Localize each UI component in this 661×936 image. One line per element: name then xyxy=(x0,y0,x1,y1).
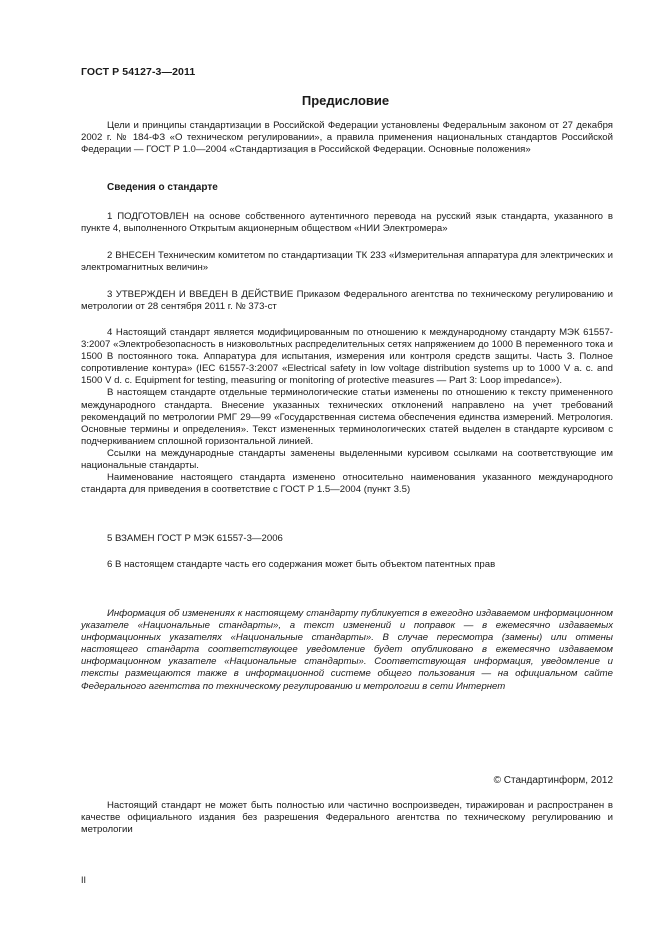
copyright: © Стандартинформ, 2012 xyxy=(493,775,613,786)
intro-section xyxy=(81,120,613,156)
item-4-para-2: В настоящем стандарте отдельные терминологические статьи изменены по отношению к тексту примененного международного стандарта. Внесение указанных технических отклонений направлено на учет требований рекомендаций по метрологии РМГ 29—99 «Государственная система обеспечения единства измерений. Метрология. Основные термины и определения». Текст измененных терминологических статей выделен в стандарте курсивом с подчеркиванием сплошной горизонтальной линией. xyxy=(81,387,613,447)
item-4-para-1: 4 Настоящий стандарт является модифицированным по отношению к международному стандарту МЭК 61557-3:2007 «Электробезопасность в низковольтных распределительных сетях напряжением до 1000 В переменного тока и 1500 В постоянного тока. Аппаратура для испытания, измерения или контроля средств защиты. Часть 3. Полное сопротивление контура» (IEC 61557-3:2007 «Electrical safety in low voltage distribution systems up to 1000 V a. c. and 1500 V d. c. Equipment for testing, measuring or monitoring of protective measures — Part 3: Loop impedance»). xyxy=(81,327,613,387)
reproduction-text: Настоящий стандарт не может быть полностью или частично воспроизведен, тиражирован и распространен в качестве официального издания без разрешения Федерального агентства по техническому регулированию и метрологии xyxy=(81,800,613,836)
item-6-text: 6 В настоящем стандарте часть его содержания может быть объектом патентных прав xyxy=(107,559,496,570)
item-6 xyxy=(81,559,613,571)
reproduction-notice xyxy=(81,800,613,836)
page-title: Предисловие xyxy=(301,93,390,108)
page-number: II xyxy=(81,875,87,885)
info-notice xyxy=(81,608,613,693)
item-2 xyxy=(81,250,613,274)
item-1 xyxy=(81,211,613,235)
item-5 xyxy=(81,533,613,545)
item-3 xyxy=(81,289,613,313)
item-4-para-4: Наименование настоящего стандарта изменено относительно наименования указанного международного стандарта для приведения в соответствие с ГОСТ Р 1.5—2004 (пункт 3.5) xyxy=(81,472,613,496)
item-2-text: 2 ВНЕСЕН Техническим комитетом по стандартизации ТК 233 «Измерительная аппаратура для электрических и электромагнитных величин» xyxy=(81,250,613,274)
document-id: ГОСТ Р 54127-3—2011 xyxy=(81,66,196,78)
item-3-text: 3 УТВЕРЖДЕН И ВВЕДЕН В ДЕЙСТВИЕ Приказом Федерального агентства по техническому регулированию и метрологии от 28 сентября 2011 г. № 373-ст xyxy=(81,289,613,313)
intro-paragraph: Цели и принципы стандартизации в Российской Федерации установлены Федеральным законом от 27 декабря 2002 г. № 184-ФЗ «О техническом регулировании», а правила применения национальных стандартов Российской Федерации — ГОСТ Р 1.0—2004 «Стандартизация в Российской Федерации. Основные положения» xyxy=(81,120,613,156)
item-4-para-3: Ссылки на международные стандарты заменены выделенными курсивом ссылками на соответствующие им национальные стандарты. xyxy=(81,447,613,472)
item-1-text: 1 ПОДГОТОВЛЕН на основе собственного аутентичного перевода на русский язык стандарта, указанного в пункте 4, выполненного Открытым акционерным обществом «НИИ Электромера» xyxy=(81,211,613,235)
info-heading: Сведения о стандарте xyxy=(107,182,218,193)
info-notice-text: Информация об изменениях к настоящему стандарту публикуется в ежегодно издаваемом информационном указателе «Национальные стандарты», а текст изменений и поправок — в ежемесячно издаваемых информационных указателях «Национальные стандарты». В случае пересмотра (замены) или отмены настоящего стандарта соответствующее уведомление будет опубликовано в ежемесячно издаваемом информационном указателе «Национальные стандарты». Соответствующая информация, уведомление и тексты размещаются также в информационной системе общего пользования — на официальном сайте Федерального агентства по техническому регулированию и метрологии в сети Интернет xyxy=(81,608,613,692)
item-5-text: 5 ВЗАМЕН ГОСТ Р МЭК 61557-3—2006 xyxy=(107,533,283,544)
item-4 xyxy=(81,327,613,496)
